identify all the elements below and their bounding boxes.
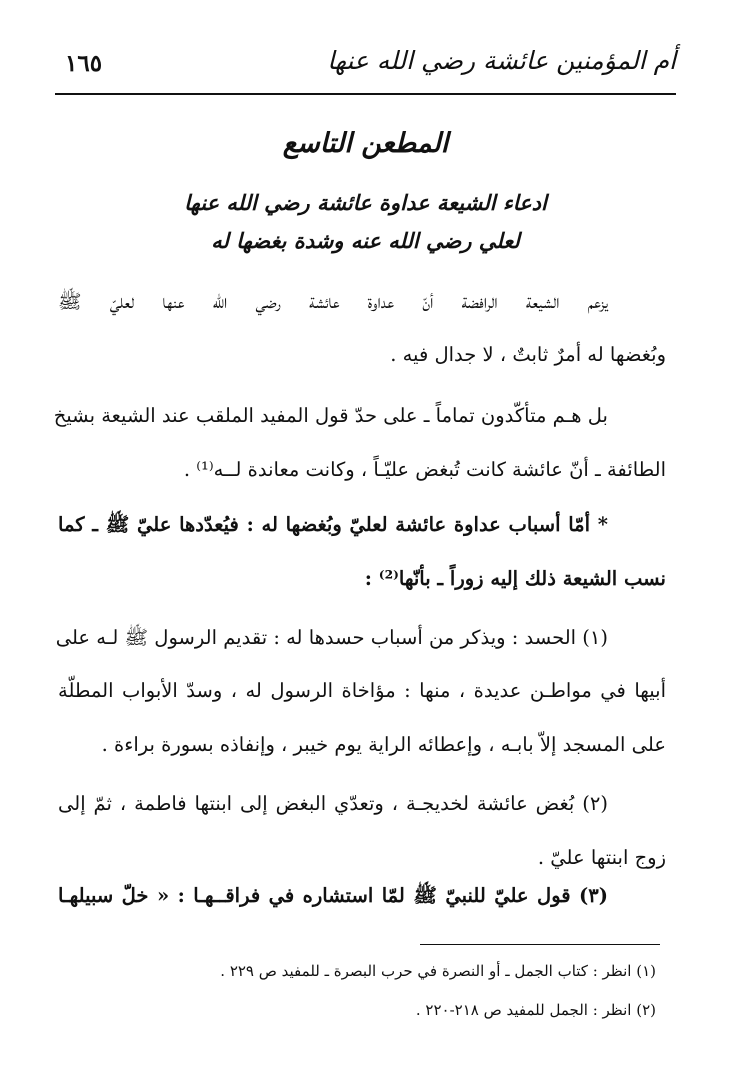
- page-number: ١٦٥: [65, 50, 103, 77]
- body-line-8: أبيها في مواطـن عديدة ، منها : مؤاخاة الرسول له ، وسدّ الأبواب المطلّة: [58, 679, 666, 702]
- body-line-9: على المسجد إلاّ بابـه ، وإعطائه الراية يوم خيبر ، وإنفاذه بسورة براءة .: [101, 733, 666, 756]
- body-line-10: (٢) بُغض عائشة لخديجـة ، وتعدّي البغض إلى ابنتها فاطمة ، ثمّ إلى: [58, 792, 608, 815]
- section-subtitle-line-1: ادعاء الشيعة عداوة عائشة رضي الله عنها: [184, 190, 547, 215]
- body-line-7: (١) الحسد : ويذكر من أسباب حسدها له : تقديم الرسول ﷺ لـه على: [55, 626, 608, 649]
- body-line-1: يزعم الشيعة الرافضة أنّ عداوة عائشة رضي الله عنها لعليّ ﷺ: [58, 290, 608, 313]
- section-title: المطعن التاسع: [282, 128, 449, 159]
- running-header-title: أم المؤمنين عائشة رضي الله عنها: [327, 46, 676, 75]
- body-line-2: وبُغضها له أمرٌ ثابتٌ ، لا جدال فيه .: [390, 343, 666, 366]
- body-line-12: (٣) قول عليّ للنبيّ ﷺ لمّا استشاره في فراقــهـا : « خلّ سبيلهـا: [58, 884, 608, 907]
- body-line-6: نسب الشيعة ذلك إليه زوراً ـ بأنّها⁽²⁾ :: [364, 567, 666, 590]
- body-line-5: * أمّا أسباب عداوة عائشة لعليّ وبُغضها له : فيُعدّدها عليّ ﷺ ـ كما: [58, 513, 608, 536]
- running-header: [55, 38, 676, 90]
- body-line-4: الطائفة ـ أنّ عائشة كانت تُبغض عليّـاً ، وكانت معاندة لــه⁽¹⁾ .: [183, 458, 666, 481]
- header-divider: [55, 93, 676, 95]
- section-subtitle-line-2: لعلي رضي الله عنه وشدة بغضها له: [211, 228, 520, 253]
- body-line-3: بل هـم متأكّدون تماماً ـ على حدّ قول المفيد الملقب عند الشيعة بشيخ: [53, 404, 608, 427]
- footnote-divider: [420, 944, 660, 945]
- body-line-11: زوج ابنتها عليّ .: [537, 846, 666, 869]
- footnote-1: (١) انظر : كتاب الجمل ـ أو النصرة في حرب البصرة ـ للمفيد ص ٢٢٩ .: [220, 962, 656, 980]
- footnote-2: (٢) انظر : الجمل للمفيد ص ٢١٨-٢٢٠ .: [415, 1001, 656, 1019]
